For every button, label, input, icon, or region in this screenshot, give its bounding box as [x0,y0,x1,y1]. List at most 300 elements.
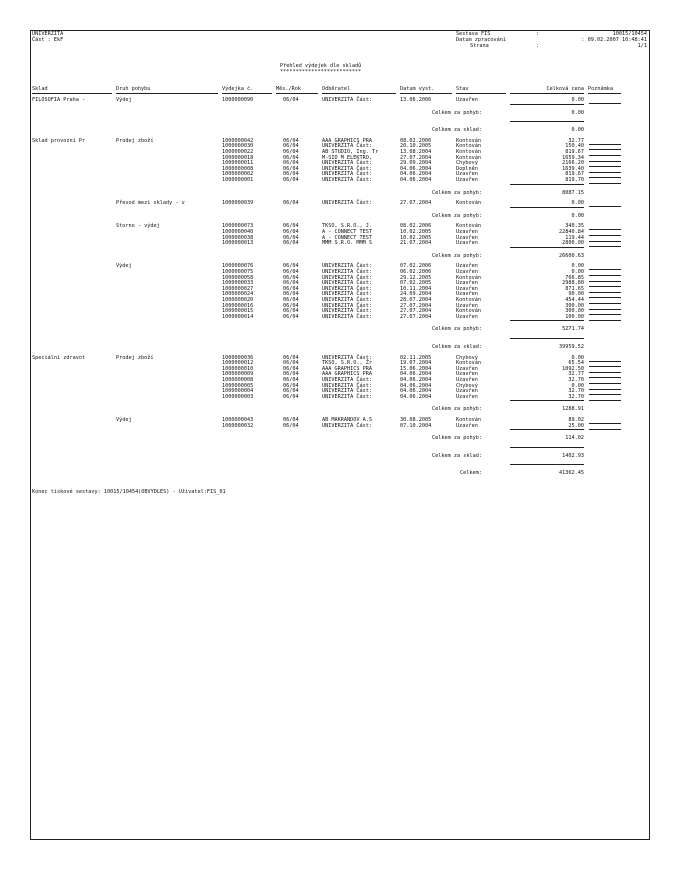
month-year: 06/04 [283,422,299,429]
month-year: 06/04 [283,177,299,183]
issue-date: 27.07.2004 [400,308,432,315]
total-price: 766.85 [565,274,584,281]
subtotal-rule [510,320,584,321]
document-number: 1000000075 [222,269,254,275]
total-price: 25.00 [568,422,584,429]
note-blank-line [589,423,621,424]
document-number: 1000000010 [222,365,254,372]
total-price: 1639.40 [562,165,584,172]
status: Uzavřen [456,365,478,372]
document-number: 1000000042 [222,137,254,144]
issue-date: 04.06.2004 [400,177,432,183]
month-year: 06/04 [283,308,299,315]
status: Chybový [456,160,478,167]
month-year: 06/04 [283,97,299,103]
document-number: 1000000032 [222,422,254,429]
report-sep: : [536,31,540,37]
processed-value: : 09.02.2007 10:48:41 [581,37,647,43]
issue-date: 07.02.2005 [400,280,432,287]
note-blank-line [589,269,621,270]
customer-name: UNIVERZITA Část: [322,97,372,103]
note-blank-line [589,314,621,315]
issue-date: 29.12.2005 [400,274,432,281]
status: Uzavřen [456,371,478,378]
status: Uzavřen [456,313,478,320]
subtotal-rule [510,121,584,122]
subtotal-label: Celkem: [460,470,482,477]
document-number: 1000000022 [222,149,254,155]
subtotal-value: 1288.91 [562,406,584,413]
customer-name: TKSO, S.R.O., Žr [322,360,372,367]
total-price: 32.70 [568,388,584,395]
col-mes-rok: Měs./Rok [276,86,301,92]
total-price: 65.54 [568,360,584,367]
note-blank-line [589,303,621,304]
note-blank-line [589,149,621,150]
document-number: 1000000012 [222,360,254,367]
status: Uzavřen [456,263,478,270]
month-year: 06/04 [283,223,299,230]
month-year: 06/04 [283,240,299,247]
movement-type: Převod mezi sklady - v [116,200,185,207]
issue-date: 21.07.2004 [400,240,432,247]
total-price: 0.00 [571,382,584,389]
report-id: 10015/10454 [612,31,647,37]
issue-date: 27.07.2004 [400,154,432,161]
total-price: 1092.50 [562,365,584,372]
note-blank-line [589,275,621,276]
document-number: 1000000009 [222,371,254,378]
status: Uzavřen [456,388,478,395]
issue-date: 07.02.2006 [400,263,432,270]
month-year: 06/04 [283,313,299,320]
total-price: 2988.80 [562,280,584,287]
document-number: 1000000058 [222,274,254,281]
subtotal-rule [510,104,584,105]
status: Uzavřen [456,285,478,292]
customer-name: AB MAKRANDOV A.S [322,417,372,423]
issue-date: 15.06.2004 [400,365,432,372]
document-number: 1000000005 [222,382,254,389]
status: Uzavřen [456,171,478,178]
subtotal-label: Celkem za pohyb: [432,109,482,116]
subtotal-value: 41362.45 [559,470,584,477]
customer-name: UNIVERZITA Část: [322,393,372,400]
report-title: Přehled výdejek dle skladů [280,63,362,69]
month-year: 06/04 [283,263,299,270]
header-rule [222,93,272,94]
status: Uzavřen [456,302,478,309]
col-vydejka: Výdejka č. [222,86,254,92]
month-year: 06/04 [283,171,299,178]
subtotal-value: 8087.15 [562,189,584,196]
month-year: 06/04 [283,417,299,423]
customer-name: UNIVERZITA Část: [322,377,372,383]
header-rule [400,93,452,94]
customer-name: M-SID M ELEKTRO, [322,154,372,161]
total-price: 0.00 [571,200,584,207]
total-price: 89.02 [568,417,584,423]
customer-name: AAA GRAPHICS PRA [322,365,372,372]
issue-date: 04.06.2004 [400,371,432,378]
status: Uzavřen [456,234,478,241]
issue-date: 10.02.2005 [400,229,432,235]
customer-name: UNIVERZITA Část: [322,302,372,309]
month-year: 06/04 [283,360,299,367]
page-number: 1/1 [637,43,647,49]
note-blank-line [589,429,621,430]
issue-date: 07.10.2004 [400,422,432,429]
month-year: 06/04 [283,234,299,241]
issue-date: 04.06.2004 [400,388,432,395]
subtotal-label: Celkem za pohyb: [432,189,482,196]
note-blank-line [589,372,621,373]
issue-date: 27.07.2004 [400,302,432,309]
issue-date: 04.06.2004 [400,382,432,389]
subtotal-value: 1402.93 [562,452,584,459]
document-number: 1000000040 [222,229,254,235]
movement-type: Prodej zboží [116,354,154,361]
subtotal-value: 0.00 [571,127,584,134]
note-blank-line [589,297,621,298]
customer-name: UNIVERZITA Část: [322,308,372,315]
note-blank-line [589,309,621,310]
issue-date: 29.09.2004 [400,160,432,167]
customer-name: UNIVERZITA Část: [322,269,372,275]
month-year: 06/04 [283,269,299,275]
status: Kontován [456,137,481,144]
customer-name: UNIVERZITA Část: [322,291,372,298]
document-number: 1000000033 [222,280,254,287]
col-sklad: Sklad [32,86,48,92]
col-druh: Druh pohybu [116,86,151,92]
document-number: 1000000030 [222,143,254,150]
customer-name: UNIVERZITA Část: [322,171,372,178]
issue-date: 13.08.2004 [400,149,432,155]
document-number: 1000000013 [222,240,254,247]
header-rule [456,93,506,94]
customer-name: UNIVERZITA Část: [322,143,372,150]
status: Uzavřen [456,393,478,400]
issue-date: 08.02.2006 [400,137,432,144]
status: Uzavřen [456,269,478,275]
total-price: 0.00 [571,269,584,275]
subtotal-rule [510,464,584,465]
issue-date: 04.06.2004 [400,165,432,172]
document-number: 1000000002 [222,171,254,178]
processed-label: Datum zpracování [456,37,506,43]
total-price: 32.77 [568,137,584,144]
header-rule [116,93,218,94]
month-year: 06/04 [283,285,299,292]
customer-name: UNIVERZITA Část: [322,263,372,270]
month-year: 06/04 [283,291,299,298]
subtotal-label: Celkem za pohyb: [432,406,482,413]
document-number: 1000000020 [222,297,254,303]
header-rule [510,93,584,94]
month-year: 06/04 [283,382,299,389]
issue-date: 04.06.2004 [400,171,432,178]
subtotal-value: 0.00 [571,212,584,219]
note-blank-line [589,235,621,236]
total-price: 32.77 [568,371,584,378]
subtotal-rule [510,207,584,208]
month-year: 06/04 [283,388,299,395]
subtotal-label: Celkem za pohyb: [432,212,482,219]
report-title-underline: ************************** [280,69,362,75]
note-blank-line [589,394,621,395]
total-price: 454.44 [565,297,584,303]
subtotal-rule [510,184,584,185]
note-blank-line [589,177,621,178]
status: Kontován [456,274,481,281]
col-cena: Celková cena [546,86,584,92]
month-year: 06/04 [283,302,299,309]
document-number: 1000000015 [222,308,254,315]
document-number: 1000000043 [222,417,254,423]
customer-name: UNIVERZITA Část: [322,388,372,395]
month-year: 06/04 [283,137,299,144]
subtotal-value: 0.00 [571,109,584,116]
col-stav: Stav [456,86,469,92]
document-number: 1000000016 [222,302,254,309]
document-number: 1000000038 [222,234,254,241]
report-footer: Konec tiskové sestavy: 10015/10454(OBVYDLES) - Uživatel:FIS_01 [32,489,226,495]
issue-date: 28.07.2004 [400,297,432,303]
note-blank-line [589,161,621,162]
note-blank-line [589,172,621,173]
issue-date: 27.07.2004 [400,313,432,320]
note-blank-line [589,183,621,184]
note-blank-line [589,281,621,282]
document-number: 1000000036 [222,354,254,361]
issue-date: 04.06.2004 [400,393,432,400]
customer-name: UNIVERZITA Část: [322,382,372,389]
month-year: 06/04 [283,280,299,287]
status: Kontován [456,360,481,367]
total-price: 150.40 [565,143,584,150]
customer-name: AAA GRAPHICS PRA [322,371,372,378]
issue-date: 19.07.2004 [400,360,432,367]
customer-name: UNIVERZITA Část: [322,274,372,281]
status: Uzavřen [456,97,478,103]
document-number: 1000000008 [222,165,254,172]
status: Kontován [456,154,481,161]
document-number: 1000000011 [222,160,254,167]
customer-name: UNIVERZITA Část: [322,160,372,167]
status: Chybový [456,382,478,389]
status: Uzavřen [456,377,478,383]
issue-date: 10.11.2004 [400,285,432,292]
total-price: 819.70 [565,177,584,183]
issue-date: 06.02.2006 [400,269,432,275]
page-label: Strana [470,43,489,49]
total-price: 300.00 [565,308,584,315]
document-number: 1000000003 [222,393,254,400]
total-price: 340.35 [565,223,584,230]
document-number: 1000000018 [222,154,254,161]
customer-name: AB STUDIO, Ing. Tr [322,149,379,155]
status: Kontován [456,297,481,303]
movement-type: Storno - výdej [116,223,160,230]
status: Uzavřen [456,229,478,235]
movement-type: Výdej [116,97,132,103]
status: Kontován [456,143,481,150]
month-year: 06/04 [283,154,299,161]
month-year: 06/04 [283,354,299,361]
total-price: 300.00 [565,302,584,309]
movement-type: Prodej zboží [116,137,154,144]
report-label: Sestava FIS [456,31,491,37]
customer-name: UNIVERZITA Část: [322,165,372,172]
month-year: 06/04 [283,200,299,207]
customer-name: UNIVERZITA Část: [322,313,372,320]
total-price: 2800.00 [562,240,584,247]
note-blank-line [589,292,621,293]
total-price: 90.00 [568,291,584,298]
note-blank-line [589,400,621,401]
total-price: 32.70 [568,393,584,400]
header-rule [32,93,112,94]
note-blank-line [589,361,621,362]
customer-name: UNIVERZITA Část: [322,280,372,287]
document-number: 1000000076 [222,263,254,270]
total-price: 2166.20 [562,160,584,167]
total-price: 0.00 [571,354,584,361]
subtotal-label: Celkem za sklad: [432,452,482,459]
note-blank-line [589,246,621,247]
document-number: 1000000073 [222,223,254,230]
month-year: 06/04 [283,143,299,150]
org-part: Část : EkF [32,37,64,43]
status: Chybový [456,354,478,361]
col-odberatel: Odběratel [322,86,351,92]
customer-name: UNIVERZITA Část: [322,422,372,429]
customer-name: UNIVERZITA Část: [322,354,372,361]
status: Uzavřen [456,177,478,183]
col-poznamka: Poznámka [588,86,613,92]
issue-date: 24.09.2004 [400,291,432,298]
issue-date: 20.10.2005 [400,143,432,150]
status: Uzavřen [456,280,478,287]
total-price: 1659.34 [562,154,584,161]
customer-name: A - CONNECT TEST [322,234,372,241]
document-number: 1000000014 [222,313,254,320]
document-number: 1000000008 [222,377,254,383]
warehouse-name: Speciální zdravot [32,354,86,361]
header-rule [276,93,318,94]
subtotal-value: 114.02 [565,435,584,442]
month-year: 06/04 [283,149,299,155]
header-rule [588,93,621,94]
subtotal-label: Celkem za pohyb: [432,252,482,259]
status: Kontován [456,417,481,423]
note-blank-line [589,229,621,230]
customer-name: UNIVERZITA Část: [322,297,372,303]
customer-name: UNIVERZITA Část: [322,200,372,207]
subtotal-label: Celkem za pohyb: [432,326,482,333]
customer-name: UNIVERZITA Část: [322,285,372,292]
month-year: 06/04 [283,160,299,167]
col-datum: Datum vyst. [400,86,435,92]
org-name: UNIVERZITA [32,31,64,37]
issue-date: 30.08.2005 [400,417,432,423]
warehouse-name: Sklad provozní Pr [32,137,86,144]
note-blank-line [589,389,621,390]
total-price: 22840.84 [559,229,584,235]
document-number: 1000000004 [222,388,254,395]
total-price: 0.00 [571,97,584,103]
document-number: 1000000001 [222,177,254,183]
status: Kontován [456,308,481,315]
note-blank-line [589,206,621,207]
month-year: 06/04 [283,371,299,378]
month-year: 06/04 [283,393,299,400]
total-price: 0.00 [571,263,584,270]
subtotal-rule [510,247,584,248]
issue-date: 10.02.2005 [400,234,432,241]
movement-type: Výdej [116,263,132,270]
total-price: 819.67 [565,171,584,178]
note-blank-line [589,166,621,167]
subtotal-label: Celkem za pohyb: [432,435,482,442]
total-price: 32.70 [568,377,584,383]
subtotal-label: Celkem za sklad: [432,127,482,134]
status: Kontován [456,200,481,207]
note-blank-line [589,366,621,367]
customer-name: A - CONNECT TEST [322,229,372,235]
customer-name: UNIVERZITA Část: [322,177,372,183]
warehouse-name: FILOSOFIA Praha - [32,97,86,103]
subtotal-value: 39959.52 [559,344,584,350]
customer-name: AAA GRAPHICS PRA [322,137,372,144]
month-year: 06/04 [283,297,299,303]
note-blank-line [589,286,621,287]
status: Uzavřen [456,240,478,247]
note-blank-line [589,144,621,145]
month-year: 06/04 [283,274,299,281]
document-number: 1000000027 [222,285,254,292]
total-price: 819.67 [565,149,584,155]
issue-date: 27.07.2004 [400,200,432,207]
note-blank-line [589,241,621,242]
subtotal-label: Celkem za sklad: [432,344,482,350]
issue-date: 08.02.2006 [400,223,432,230]
status: Doplněn [456,165,478,172]
total-price: 871.65 [565,285,584,292]
page-sep: : [536,43,540,49]
total-price: 119.44 [565,234,584,241]
note-blank-line [589,103,621,104]
document-number: 1000000090 [222,97,254,103]
status: Kontován [456,149,481,155]
issue-date: 13.06.2006 [400,97,432,103]
movement-type: Výdej [116,417,132,423]
total-price: 100.00 [565,313,584,320]
status: Kontován [456,223,481,230]
month-year: 06/04 [283,165,299,172]
month-year: 06/04 [283,377,299,383]
note-blank-line [589,383,621,384]
issue-date: 02.11.2005 [400,354,432,361]
note-blank-line [589,377,621,378]
status: Uzavřen [456,291,478,298]
header-rule [322,93,396,94]
status: Uzavřen [456,422,478,429]
subtotal-rule [510,447,584,448]
month-year: 06/04 [283,365,299,372]
subtotal-rule [510,400,584,401]
